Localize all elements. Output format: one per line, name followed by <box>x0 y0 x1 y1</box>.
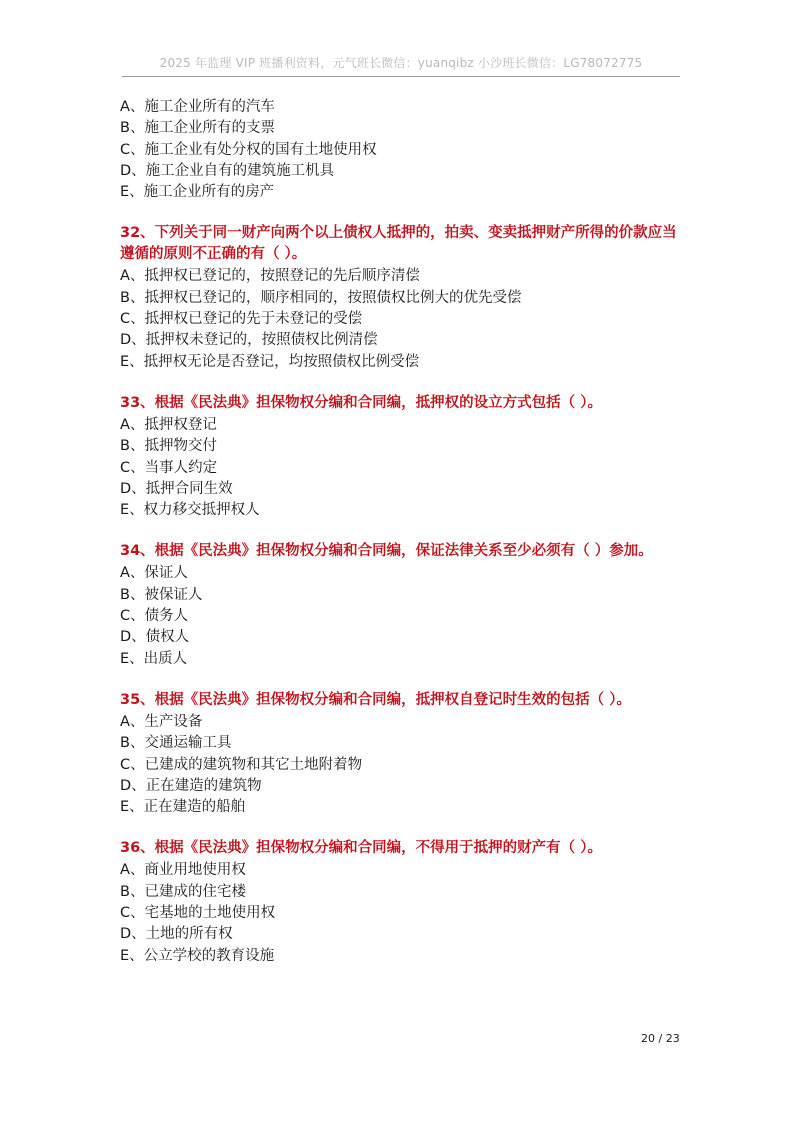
question-title: 35、根据《民法典》担保物权分编和合同编，抵押权自登记时生效的包括（ ）。 <box>120 691 631 708</box>
option-e: E、权力移交抵押权人 <box>120 502 260 519</box>
question-33 <box>120 393 690 521</box>
option-e: E、正在建造的船舶 <box>120 799 246 816</box>
option-d: D、土地的所有权 <box>120 926 233 943</box>
option-a: A、抵押权已登记的，按照登记的先后顺序清偿 <box>120 268 420 285</box>
option-e: E、出质人 <box>120 650 188 667</box>
option-b: B、被保证人 <box>120 586 203 603</box>
option-b: B、施工企业所有的支票 <box>120 120 275 137</box>
option-a: A、施工企业所有的汽车 <box>120 99 275 115</box>
header-divider <box>122 76 680 77</box>
option-a: A、商业用地使用权 <box>120 862 246 879</box>
option-e: E、公立学校的教育设施 <box>120 947 275 964</box>
option-c: C、宅基地的土地使用权 <box>120 905 276 922</box>
page-number: 20 / 23 <box>641 1032 680 1045</box>
option-b: B、已建成的住宅楼 <box>120 883 246 900</box>
option-c: C、当事人约定 <box>120 459 218 476</box>
page-header: 2025 年监理 VIP 班播利资料，元气班长微信：yuanqibz 小沙班长微信：LG78072775 <box>159 56 643 70</box>
question-36 <box>120 838 690 966</box>
option-d: D、施工企业自有的建筑施工机具 <box>120 162 335 179</box>
option-b: B、抵押权已登记的，顺序相同的，按照债权比例大的优先受偿 <box>120 289 522 306</box>
option-e: E、施工企业所有的房产 <box>120 184 275 201</box>
question-list <box>120 97 690 987</box>
option-b: B、抵押物交付 <box>120 438 217 455</box>
question-34 <box>120 541 690 669</box>
option-d: D、正在建造的建筑物 <box>120 777 262 794</box>
option-c: C、债务人 <box>120 608 189 625</box>
option-e: E、抵押权无论是否登记，均按照债权比例受偿 <box>120 353 420 370</box>
option-c: C、已建成的建筑物和其它土地附着物 <box>120 756 363 773</box>
option-a: A、抵押权登记 <box>120 416 217 433</box>
question-32 <box>120 223 690 372</box>
question-35 <box>120 690 690 818</box>
question-title: 34、根据《民法典》担保物权分编和合同编，保证法律关系至少必须有（ ）参加。 <box>120 543 653 560</box>
option-c: C、施工企业有处分权的国有土地使用权 <box>120 141 377 158</box>
previous-question-options <box>120 97 690 203</box>
option-a: A、生产设备 <box>120 713 203 730</box>
option-d: D、抵押权未登记的，按照债权比例清偿 <box>120 332 378 349</box>
question-title: 32、下列关于同一财产向两个以上债权人抵押的，拍卖、变卖抵押财产所得的价款应当遵循的原则不正确的有（ ）。 <box>120 225 677 263</box>
question-title: 33、根据《民法典》担保物权分编和合同编，抵押权的设立方式包括（ ）。 <box>120 394 602 411</box>
option-a: A、保证人 <box>120 565 188 582</box>
question-title: 36、根据《民法典》担保物权分编和合同编，不得用于抵押的财产有（ ）。 <box>120 840 602 857</box>
option-d: D、债权人 <box>120 629 190 646</box>
option-c: C、抵押权已登记的先于未登记的受偿 <box>120 311 363 328</box>
option-b: B、交通运输工具 <box>120 735 232 752</box>
option-d: D、抵押合同生效 <box>120 480 233 497</box>
